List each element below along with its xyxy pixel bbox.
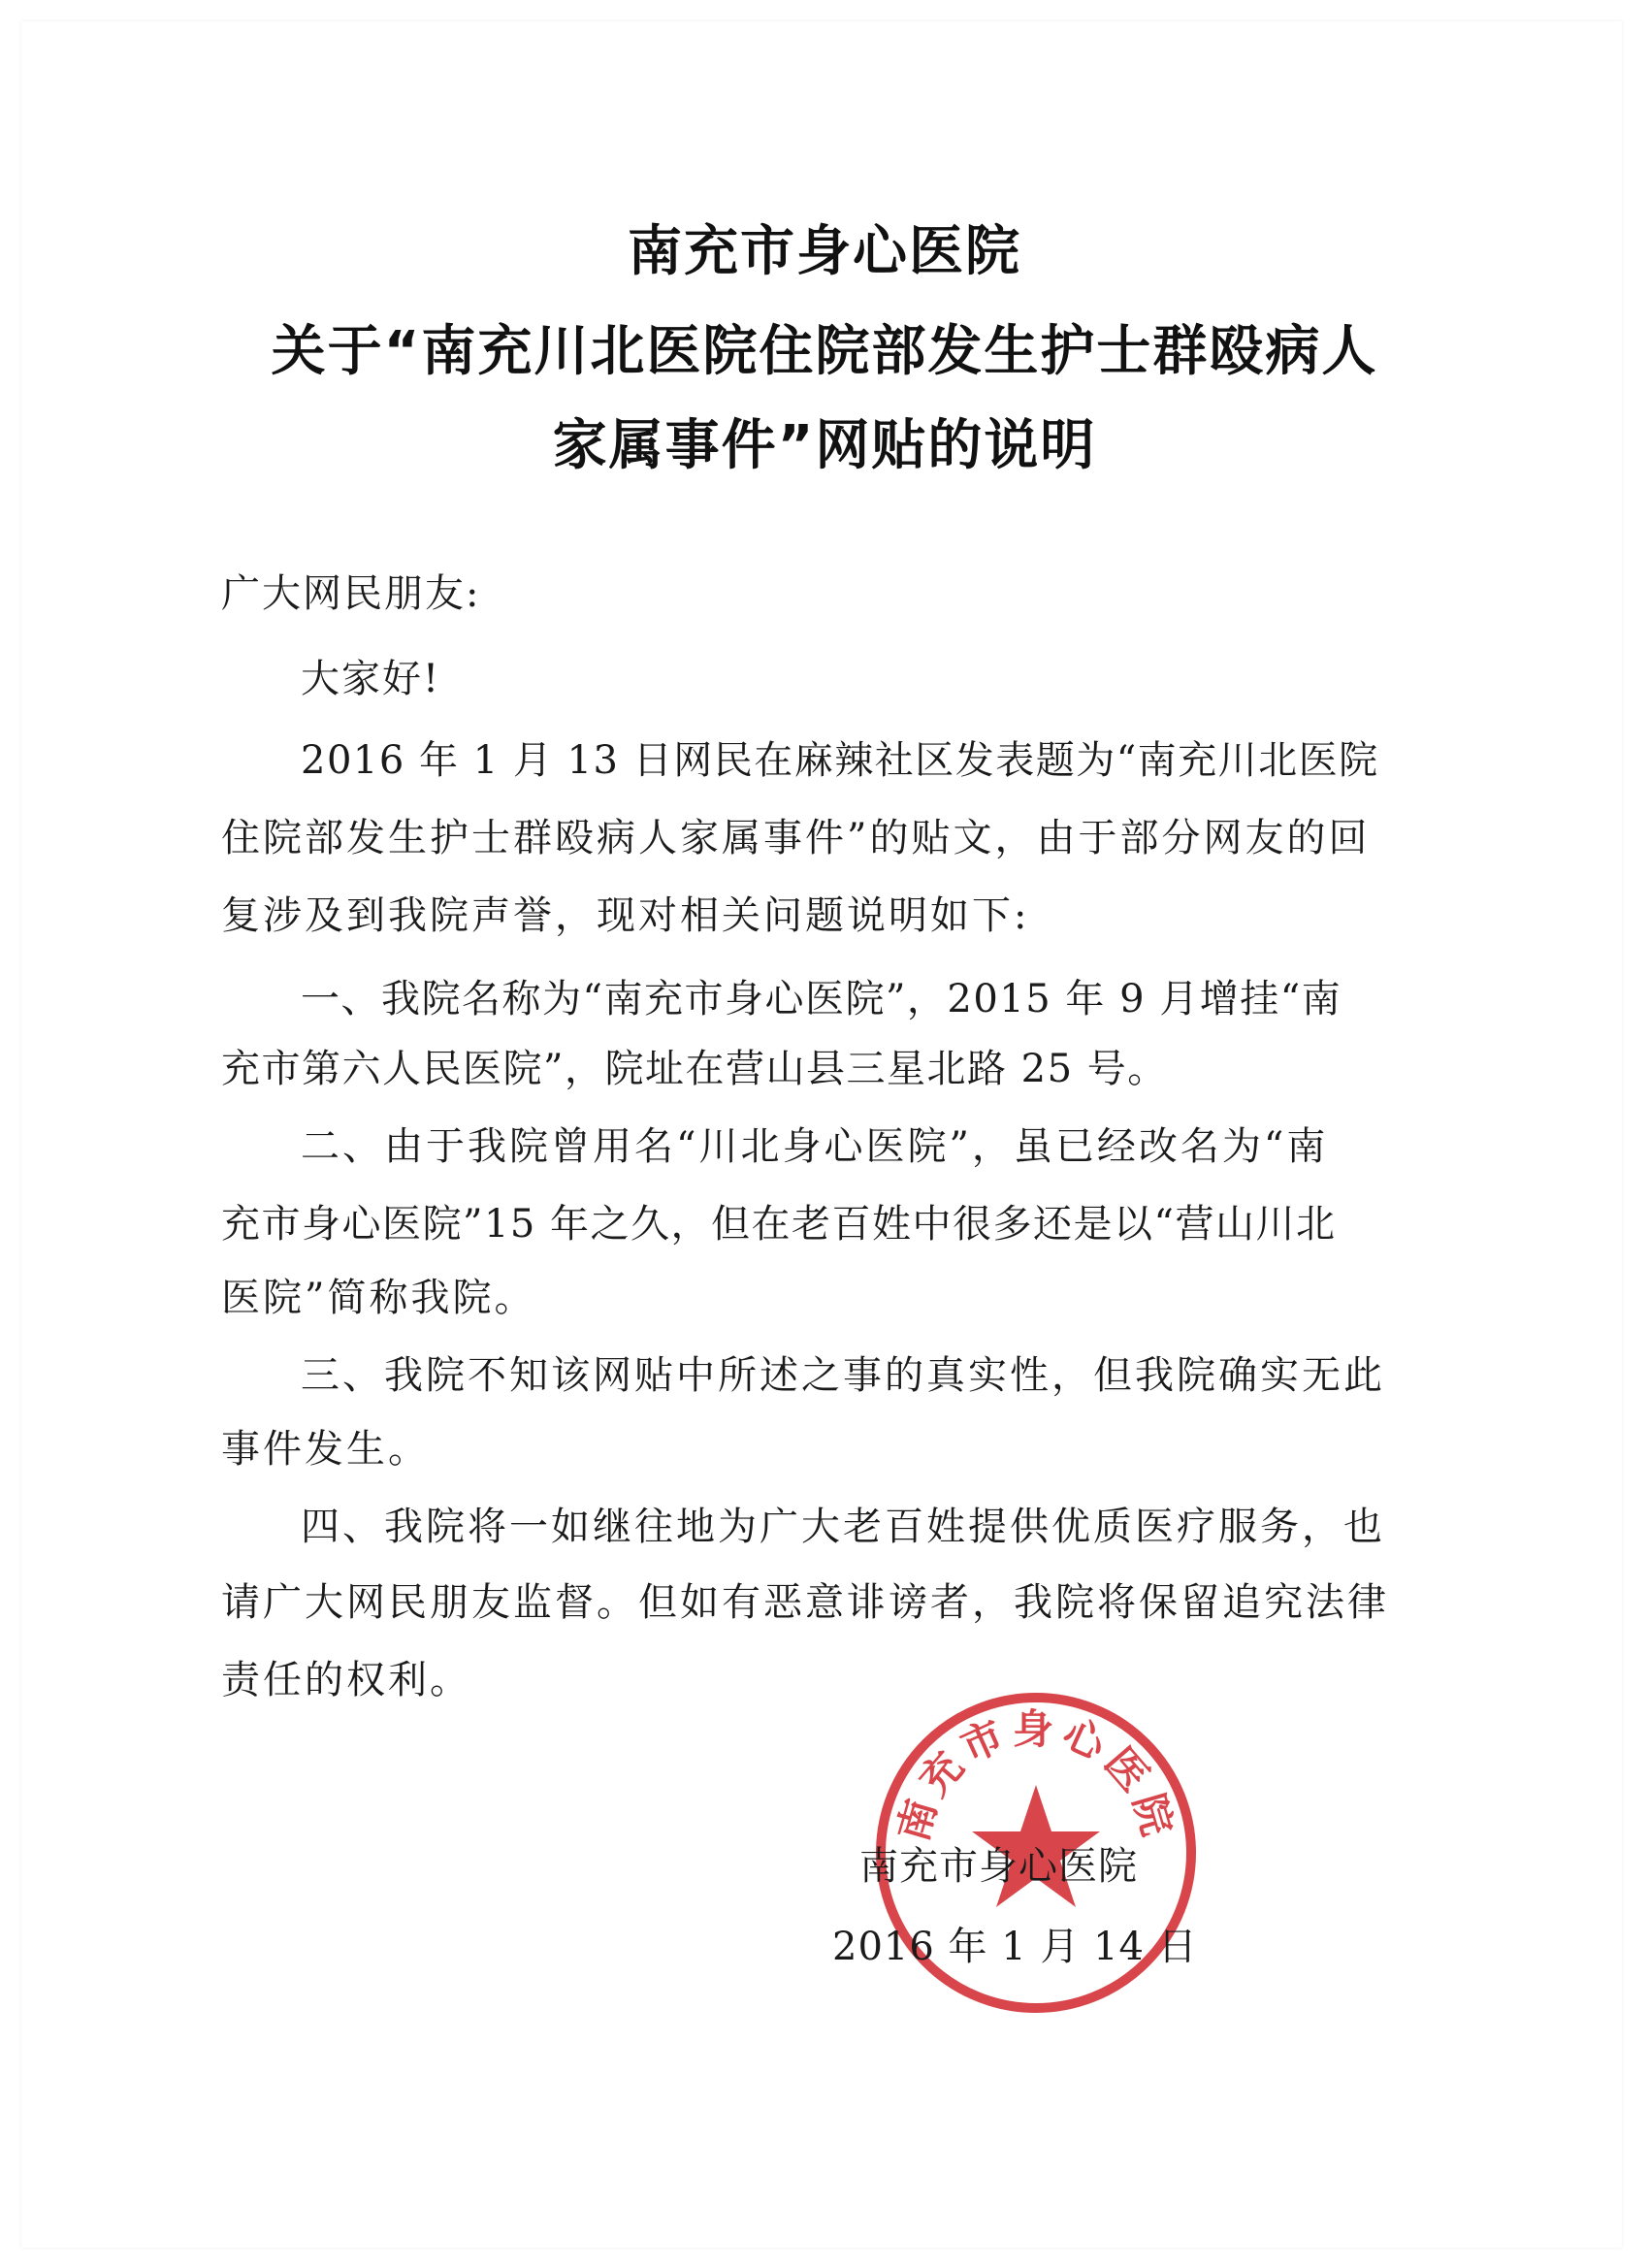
signature-organization: 南充市身心医院 xyxy=(859,1844,1138,1889)
paragraph-intro-line: 住院部发生护士群殴病人家属事件”的贴文，由于部分网友的回 xyxy=(221,816,1371,860)
paragraph-intro-line: 2016 年 1 月 13 日网民在麻辣社区发表题为“南充川北医院 xyxy=(301,738,1379,783)
paragraph-item3-line: 事件发生。 xyxy=(221,1427,430,1472)
salutation: 广大网民朋友: xyxy=(221,571,481,616)
paragraph-item3-line: 三、我院不知该网贴中所述之事的真实性，但我院确实无此 xyxy=(301,1353,1385,1398)
greeting: 大家好! xyxy=(301,657,441,701)
document-title-line-1: 南充市身心医院 xyxy=(628,220,1021,283)
paragraph-item2-line: 医院”简称我院。 xyxy=(221,1276,536,1320)
paragraph-item2-line: 充市身心医院”15 年之久，但在老百姓中很多还是以“营山川北 xyxy=(221,1202,1337,1247)
document-title-line-2: 关于“南充川北医院住院部发生护士群殴病人 xyxy=(271,320,1378,383)
paragraph-item4-line: 责任的权利。 xyxy=(221,1658,471,1702)
signature-date: 2016 年 1 月 14 日 xyxy=(832,1925,1198,1969)
paragraph-item1-line: 一、我院名称为“南充市身心医院”，2015 年 9 月增挂“南 xyxy=(301,977,1342,1021)
document-title-line-3: 家属事件”网贴的说明 xyxy=(552,414,1097,477)
paragraph-item2-line: 二、由于我院曾用名“川北身心医院”，虽已经改名为“南 xyxy=(301,1124,1329,1169)
seal-text-path: 南充市身心医院 xyxy=(889,1704,1183,1847)
paragraph-item1-line: 充市第六人民医院”，院址在营山县三星北路 25 号。 xyxy=(221,1047,1168,1091)
paragraph-item4-line: 四、我院将一如继往地为广大老百姓提供优质医疗服务，也 xyxy=(301,1505,1385,1549)
paragraph-item4-line: 请广大网民朋友监督。但如有恶意诽谤者，我院将保留追究法律 xyxy=(221,1580,1389,1625)
paragraph-intro-line: 复涉及到我院声誉，现对相关问题说明如下: xyxy=(221,893,1030,938)
